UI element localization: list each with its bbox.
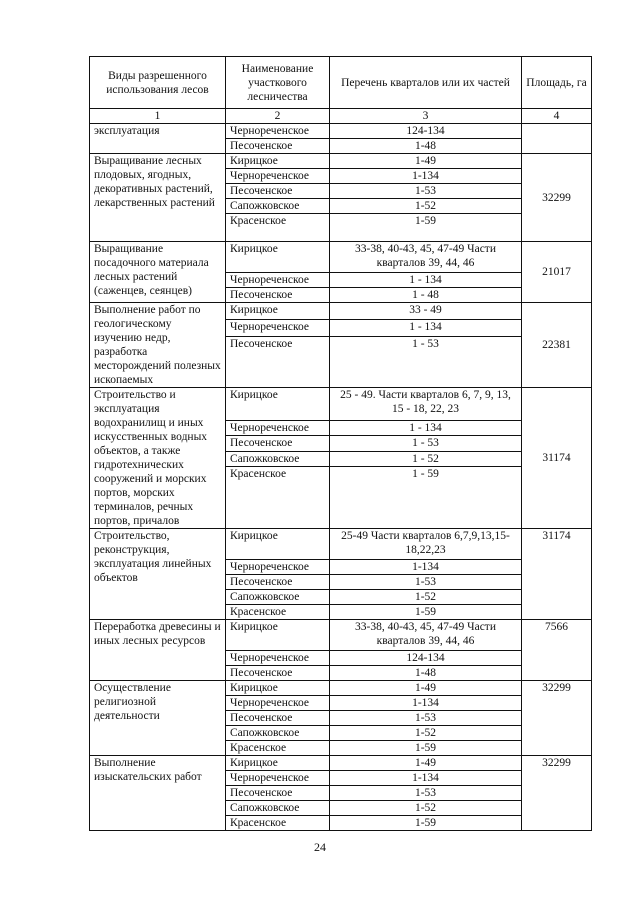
quarters-cell: 1 - 59 — [330, 467, 522, 529]
forestry-cell: Кирицкое — [226, 529, 330, 560]
forestry-cell: Красенское — [226, 816, 330, 831]
forestry-cell: Чернореченское — [226, 273, 330, 288]
quarters-cell: 1 - 53 — [330, 336, 522, 387]
quarters-cell: 33-38, 40-43, 45, 47-49 Части кварталов 39, 44, 46 — [330, 620, 522, 651]
use-type-cell: Строительство и эксплуатация водохранилищ и иных искусственных водных объектов, а также гидротехнических сооружений и морских портов, морских терминалов, речных портов, причалов — [90, 388, 226, 529]
forestry-cell: Чернореченское — [226, 696, 330, 711]
quarters-cell: 1-134 — [330, 696, 522, 711]
column-number-row — [90, 109, 592, 124]
table-row — [90, 154, 592, 169]
header-forestry: Наименование участкового лесничества — [226, 57, 330, 109]
quarters-cell: 33-38, 40-43, 45, 47-49 Части кварталов 39, 44, 46 — [330, 242, 522, 273]
area-cell: 22381 — [522, 303, 592, 388]
forestry-cell: Красенское — [226, 467, 330, 529]
quarters-cell: 1 - 134 — [330, 273, 522, 288]
header-quarters: Перечень кварталов или их частей — [330, 57, 522, 109]
use-type-cell: Выращивание лесных плодовых, ягодных, декоративных растений, лекарственных растений — [90, 154, 226, 242]
quarters-cell: 1-52 — [330, 801, 522, 816]
use-type-cell: Выполнение изыскательских работ — [90, 756, 226, 831]
quarters-cell: 1-48 — [330, 666, 522, 681]
use-type-cell: эксплуатация — [90, 124, 226, 154]
page-number: 24 — [314, 840, 326, 854]
forestry-cell: Кирицкое — [226, 242, 330, 273]
quarters-cell: 25-49 Части кварталов 6,7,9,13,15-18,22,23 — [330, 529, 522, 560]
quarters-cell: 1-134 — [330, 771, 522, 786]
header-row — [90, 57, 592, 109]
forestry-cell: Кирицкое — [226, 303, 330, 320]
table-row — [90, 620, 592, 651]
forestry-cell: Песоченское — [226, 336, 330, 387]
area-cell: 21017 — [522, 242, 592, 303]
forestry-cell: Чернореченское — [226, 169, 330, 184]
area-cell: 31174 — [522, 388, 592, 529]
forestry-cell: Кирицкое — [226, 154, 330, 169]
table-body — [90, 124, 592, 831]
quarters-cell: 1-52 — [330, 726, 522, 741]
quarters-cell: 1-49 — [330, 681, 522, 696]
forestry-cell: Сапожковское — [226, 199, 330, 214]
forestry-cell: Красенское — [226, 741, 330, 756]
forestry-cell: Чернореченское — [226, 560, 330, 575]
table-row — [90, 124, 592, 139]
quarters-cell: 124-134 — [330, 124, 522, 139]
quarters-cell: 1-53 — [330, 711, 522, 726]
header-use-type: Виды разрешенного использования лесов — [90, 57, 226, 109]
table-row — [90, 529, 592, 560]
quarters-cell: 124-134 — [330, 651, 522, 666]
quarters-cell: 1-59 — [330, 605, 522, 620]
quarters-cell: 25 - 49. Части кварталов 6, 7, 9, 13, 15 - 18, 22, 23 — [330, 388, 522, 421]
forestry-cell: Кирицкое — [226, 388, 330, 421]
column-number: 2 — [226, 109, 330, 124]
quarters-cell: 1-59 — [330, 816, 522, 831]
table-row — [90, 303, 592, 320]
forestry-cell: Сапожковское — [226, 451, 330, 466]
forestry-cell: Чернореченское — [226, 124, 330, 139]
forestry-cell: Сапожковское — [226, 801, 330, 816]
header-area: Площадь, га — [522, 57, 592, 109]
forestry-cell: Песоченское — [226, 139, 330, 154]
table-row — [90, 242, 592, 273]
forestry-cell: Чернореченское — [226, 651, 330, 666]
forestry-cell: Кирицкое — [226, 620, 330, 651]
area-cell: 7566 — [522, 620, 592, 681]
quarters-cell: 1-134 — [330, 169, 522, 184]
forestry-cell: Сапожковское — [226, 590, 330, 605]
forestry-cell: Песоченское — [226, 575, 330, 590]
area-cell: 31174 — [522, 529, 592, 620]
quarters-cell: 1-49 — [330, 756, 522, 771]
quarters-cell: 1-53 — [330, 786, 522, 801]
forestry-cell: Кирицкое — [226, 681, 330, 696]
area-cell: 32299 — [522, 681, 592, 756]
area-cell: 32299 — [522, 756, 592, 831]
use-type-cell: Выращивание посадочного материала лесных растений (саженцев, сеянцев) — [90, 242, 226, 303]
table-row — [90, 681, 592, 696]
quarters-cell: 1 - 134 — [330, 319, 522, 336]
quarters-cell: 1-52 — [330, 199, 522, 214]
forestry-cell: Красенское — [226, 214, 330, 242]
forestry-cell: Красенское — [226, 605, 330, 620]
quarters-cell: 1-134 — [330, 560, 522, 575]
table-row — [90, 388, 592, 421]
area-cell: 32299 — [522, 154, 592, 242]
quarters-cell: 1 - 52 — [330, 451, 522, 466]
column-number: 4 — [522, 109, 592, 124]
forestry-cell: Кирицкое — [226, 756, 330, 771]
quarters-cell: 1-53 — [330, 184, 522, 199]
quarters-cell: 1-59 — [330, 214, 522, 242]
quarters-cell: 1 - 53 — [330, 436, 522, 451]
forest-use-table — [89, 56, 592, 831]
quarters-cell: 1-49 — [330, 154, 522, 169]
forestry-cell: Песоченское — [226, 436, 330, 451]
use-type-cell: Строительство, реконструкция, эксплуатация линейных объектов — [90, 529, 226, 620]
forestry-cell: Сапожковское — [226, 726, 330, 741]
use-type-cell: Осуществление религиозной деятельности — [90, 681, 226, 756]
quarters-cell: 1 - 48 — [330, 288, 522, 303]
forestry-cell: Песоченское — [226, 184, 330, 199]
quarters-cell: 1-48 — [330, 139, 522, 154]
area-cell — [522, 124, 592, 154]
forestry-cell: Песоченское — [226, 786, 330, 801]
column-number: 1 — [90, 109, 226, 124]
quarters-cell: 1-52 — [330, 590, 522, 605]
forestry-cell: Чернореченское — [226, 420, 330, 435]
quarters-cell: 1 - 134 — [330, 420, 522, 435]
forestry-cell: Песоченское — [226, 288, 330, 303]
forestry-cell: Чернореченское — [226, 771, 330, 786]
table-row — [90, 756, 592, 771]
forestry-cell: Песоченское — [226, 711, 330, 726]
quarters-cell: 1-53 — [330, 575, 522, 590]
forestry-cell: Чернореченское — [226, 319, 330, 336]
use-type-cell: Выполнение работ по геологическому изучению недр, разработка месторождений полезных ископаемых — [90, 303, 226, 388]
use-type-cell: Переработка древесины и иных лесных ресурсов — [90, 620, 226, 681]
quarters-cell: 1-59 — [330, 741, 522, 756]
forestry-cell: Песоченское — [226, 666, 330, 681]
column-number: 3 — [330, 109, 522, 124]
quarters-cell: 33 - 49 — [330, 303, 522, 320]
